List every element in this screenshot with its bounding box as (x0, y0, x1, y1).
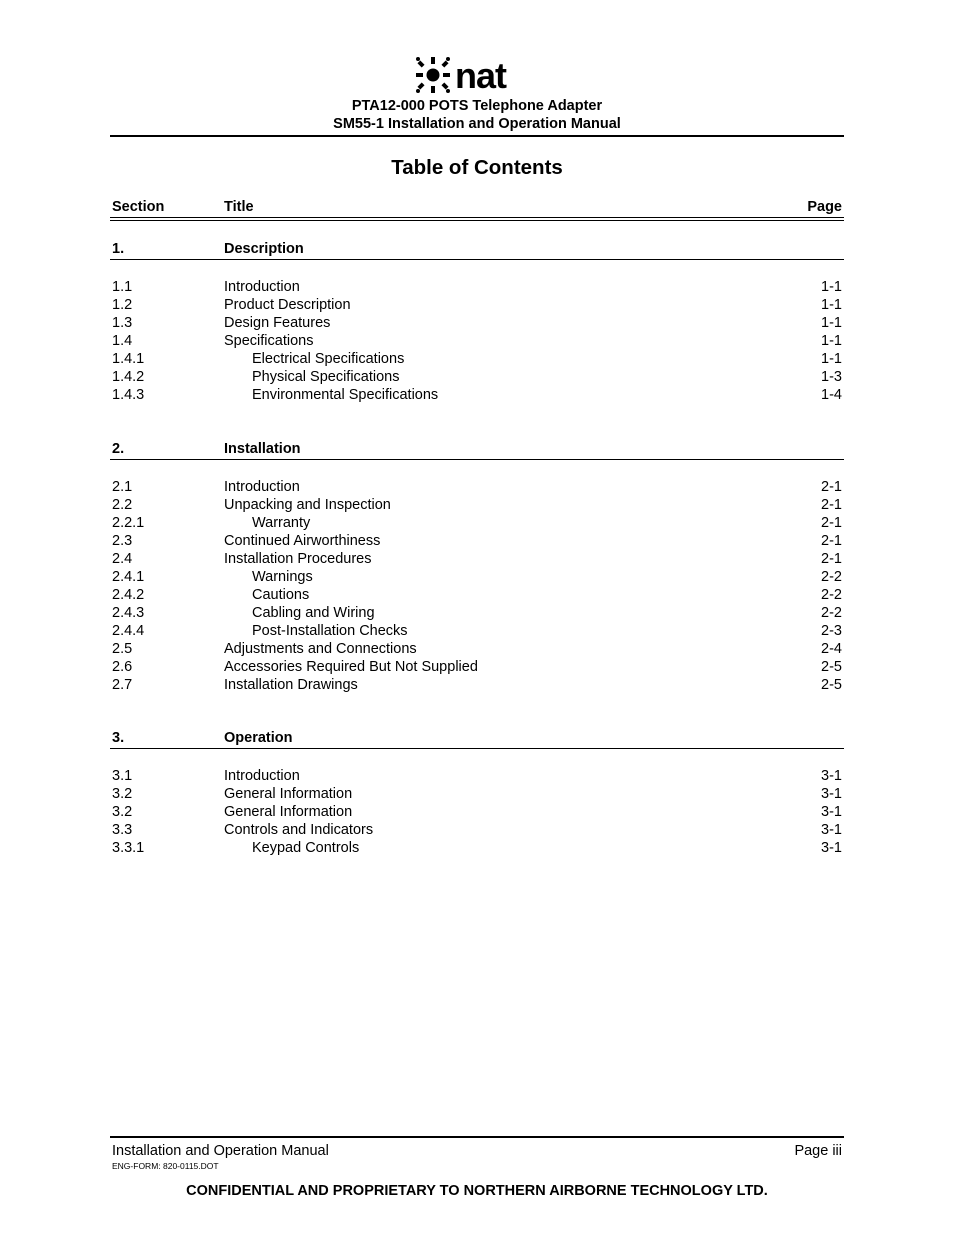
entry-title: Accessories Required But Not Supplied (224, 659, 478, 675)
entry-number: 1.4.2 (112, 369, 145, 385)
entry-page: 2-3 (821, 623, 842, 639)
entry-number: 2.7 (112, 677, 133, 693)
entry-page: 2-5 (821, 659, 842, 675)
svg-text:nat: nat (455, 56, 506, 94)
entry-number: 1.4.3 (112, 387, 145, 403)
entry-page: 3-1 (821, 804, 842, 820)
toc-entry (112, 767, 842, 785)
footer-page-number: Page iii (794, 1143, 842, 1159)
entry-title: Continued Airworthiness (224, 533, 381, 549)
entry-number: 2.6 (112, 659, 133, 675)
entry-title: Physical Specifications (252, 369, 400, 385)
entry-page: 2-2 (821, 569, 842, 585)
section-heading (112, 440, 842, 458)
entry-number: 3.2 (112, 804, 133, 820)
section-rule (110, 259, 844, 260)
entry-title: Installation Procedures (224, 551, 372, 567)
column-header-section: Section (112, 199, 165, 215)
page-title: Table of Contents (391, 156, 563, 179)
toc-entry (112, 785, 842, 803)
toc-entry (112, 803, 842, 821)
entry-title: Introduction (224, 279, 300, 295)
toc-entry (112, 386, 842, 404)
entry-number: 2.4.3 (112, 605, 145, 621)
column-header-page: Page (807, 199, 842, 215)
entry-title: Unpacking and Inspection (224, 497, 391, 513)
entry-number: 3.2 (112, 786, 133, 802)
entry-page: 2-1 (821, 551, 842, 567)
document-product-title: PTA12-000 POTS Telephone Adapter (351, 98, 603, 114)
section-number: 2. (112, 441, 125, 457)
entry-title: Cabling and Wiring (252, 605, 375, 621)
entry-title: General Information (224, 786, 353, 802)
column-header-rule (110, 217, 844, 221)
entry-title: Product Description (224, 297, 351, 313)
entry-page: 1-3 (821, 369, 842, 385)
entry-page: 2-1 (821, 479, 842, 495)
entry-page: 3-1 (821, 768, 842, 784)
entry-title: General Information (224, 804, 353, 820)
entry-page: 1-1 (821, 315, 842, 331)
entry-number: 1.4.1 (112, 351, 145, 367)
entry-page: 1-1 (821, 333, 842, 349)
entry-title: Specifications (224, 333, 314, 349)
toc-entry (112, 586, 842, 604)
entry-page: 2-2 (821, 587, 842, 603)
entry-number: 3.3.1 (112, 840, 145, 856)
entry-page: 1-4 (821, 387, 842, 403)
column-header-title: Title (224, 199, 254, 215)
entry-number: 2.3 (112, 533, 133, 549)
entry-title: Controls and Indicators (224, 822, 374, 838)
toc-entry (112, 332, 842, 350)
entry-page: 2-2 (821, 605, 842, 621)
entry-page: 2-1 (821, 533, 842, 549)
entry-number: 3.3 (112, 822, 133, 838)
toc-entry (112, 640, 842, 658)
toc-entry (112, 278, 842, 296)
entry-page: 3-1 (821, 840, 842, 856)
section-heading (112, 729, 842, 747)
entry-title: Electrical Specifications (252, 351, 405, 367)
entry-number: 1.2 (112, 297, 133, 313)
entry-number: 2.5 (112, 641, 133, 657)
section-rule (110, 459, 844, 460)
entry-title: Adjustments and Connections (224, 641, 417, 657)
entry-number: 3.1 (112, 768, 133, 784)
toc-entry (112, 622, 842, 640)
entry-title: Keypad Controls (252, 840, 360, 856)
toc-entry (112, 496, 842, 514)
starburst-icon (415, 56, 541, 94)
entry-page: 3-1 (821, 822, 842, 838)
entry-title: Design Features (224, 315, 331, 331)
entry-number: 2.2.1 (112, 515, 145, 531)
entry-page: 1-1 (821, 297, 842, 313)
entry-page: 2-1 (821, 515, 842, 531)
entry-page: 3-1 (821, 786, 842, 802)
toc-entry (112, 478, 842, 496)
header-rule (110, 135, 844, 137)
toc-entry (112, 314, 842, 332)
entry-number: 2.4.2 (112, 587, 145, 603)
footer-form-id: ENG-FORM: 820-0115.DOT (112, 1161, 219, 1171)
footer-manual-name: Installation and Operation Manual (112, 1143, 329, 1159)
toc-entry (112, 514, 842, 532)
section-title: Operation (224, 730, 293, 746)
entry-title: Warranty (252, 515, 311, 531)
entry-title: Environmental Specifications (252, 387, 439, 403)
entry-page: 1-1 (821, 279, 842, 295)
toc-entry (112, 350, 842, 368)
toc-entry (112, 296, 842, 314)
footer-confidential-notice: CONFIDENTIAL AND PROPRIETARY TO NORTHERN AIRBORNE TECHNOLOGY LTD. (186, 1183, 768, 1199)
nat-logo (415, 56, 541, 94)
entry-number: 2.2 (112, 497, 133, 513)
toc-entry (112, 550, 842, 568)
entry-number: 2.4.4 (112, 623, 145, 639)
entry-title: Introduction (224, 768, 300, 784)
toc-entry (112, 821, 842, 839)
entry-number: 2.4 (112, 551, 133, 567)
section-rule (110, 748, 844, 749)
entry-title: Installation Drawings (224, 677, 358, 693)
toc-entry (112, 676, 842, 694)
entry-page: 2-4 (821, 641, 842, 657)
section-title: Description (224, 241, 304, 257)
entry-page: 2-5 (821, 677, 842, 693)
entry-title: Introduction (224, 479, 300, 495)
footer-rule (110, 1136, 844, 1138)
toc-entry (112, 568, 842, 586)
section-title: Installation (224, 441, 301, 457)
entry-page: 1-1 (821, 351, 842, 367)
entry-title: Warnings (252, 569, 313, 585)
toc-entry (112, 532, 842, 550)
section-number: 3. (112, 730, 125, 746)
toc-entry (112, 604, 842, 622)
entry-number: 2.4.1 (112, 569, 145, 585)
section-heading (112, 240, 842, 258)
entry-number: 1.3 (112, 315, 133, 331)
document-manual-title: SM55-1 Installation and Operation Manual (333, 116, 621, 132)
entry-number: 1.4 (112, 333, 133, 349)
section-number: 1. (112, 241, 125, 257)
entry-number: 1.1 (112, 279, 133, 295)
entry-title: Post-Installation Checks (252, 623, 408, 639)
toc-entry (112, 839, 842, 857)
toc-entry (112, 658, 842, 676)
entry-number: 2.1 (112, 479, 133, 495)
entry-page: 2-1 (821, 497, 842, 513)
entry-title: Cautions (252, 587, 310, 603)
toc-entry (112, 368, 842, 386)
